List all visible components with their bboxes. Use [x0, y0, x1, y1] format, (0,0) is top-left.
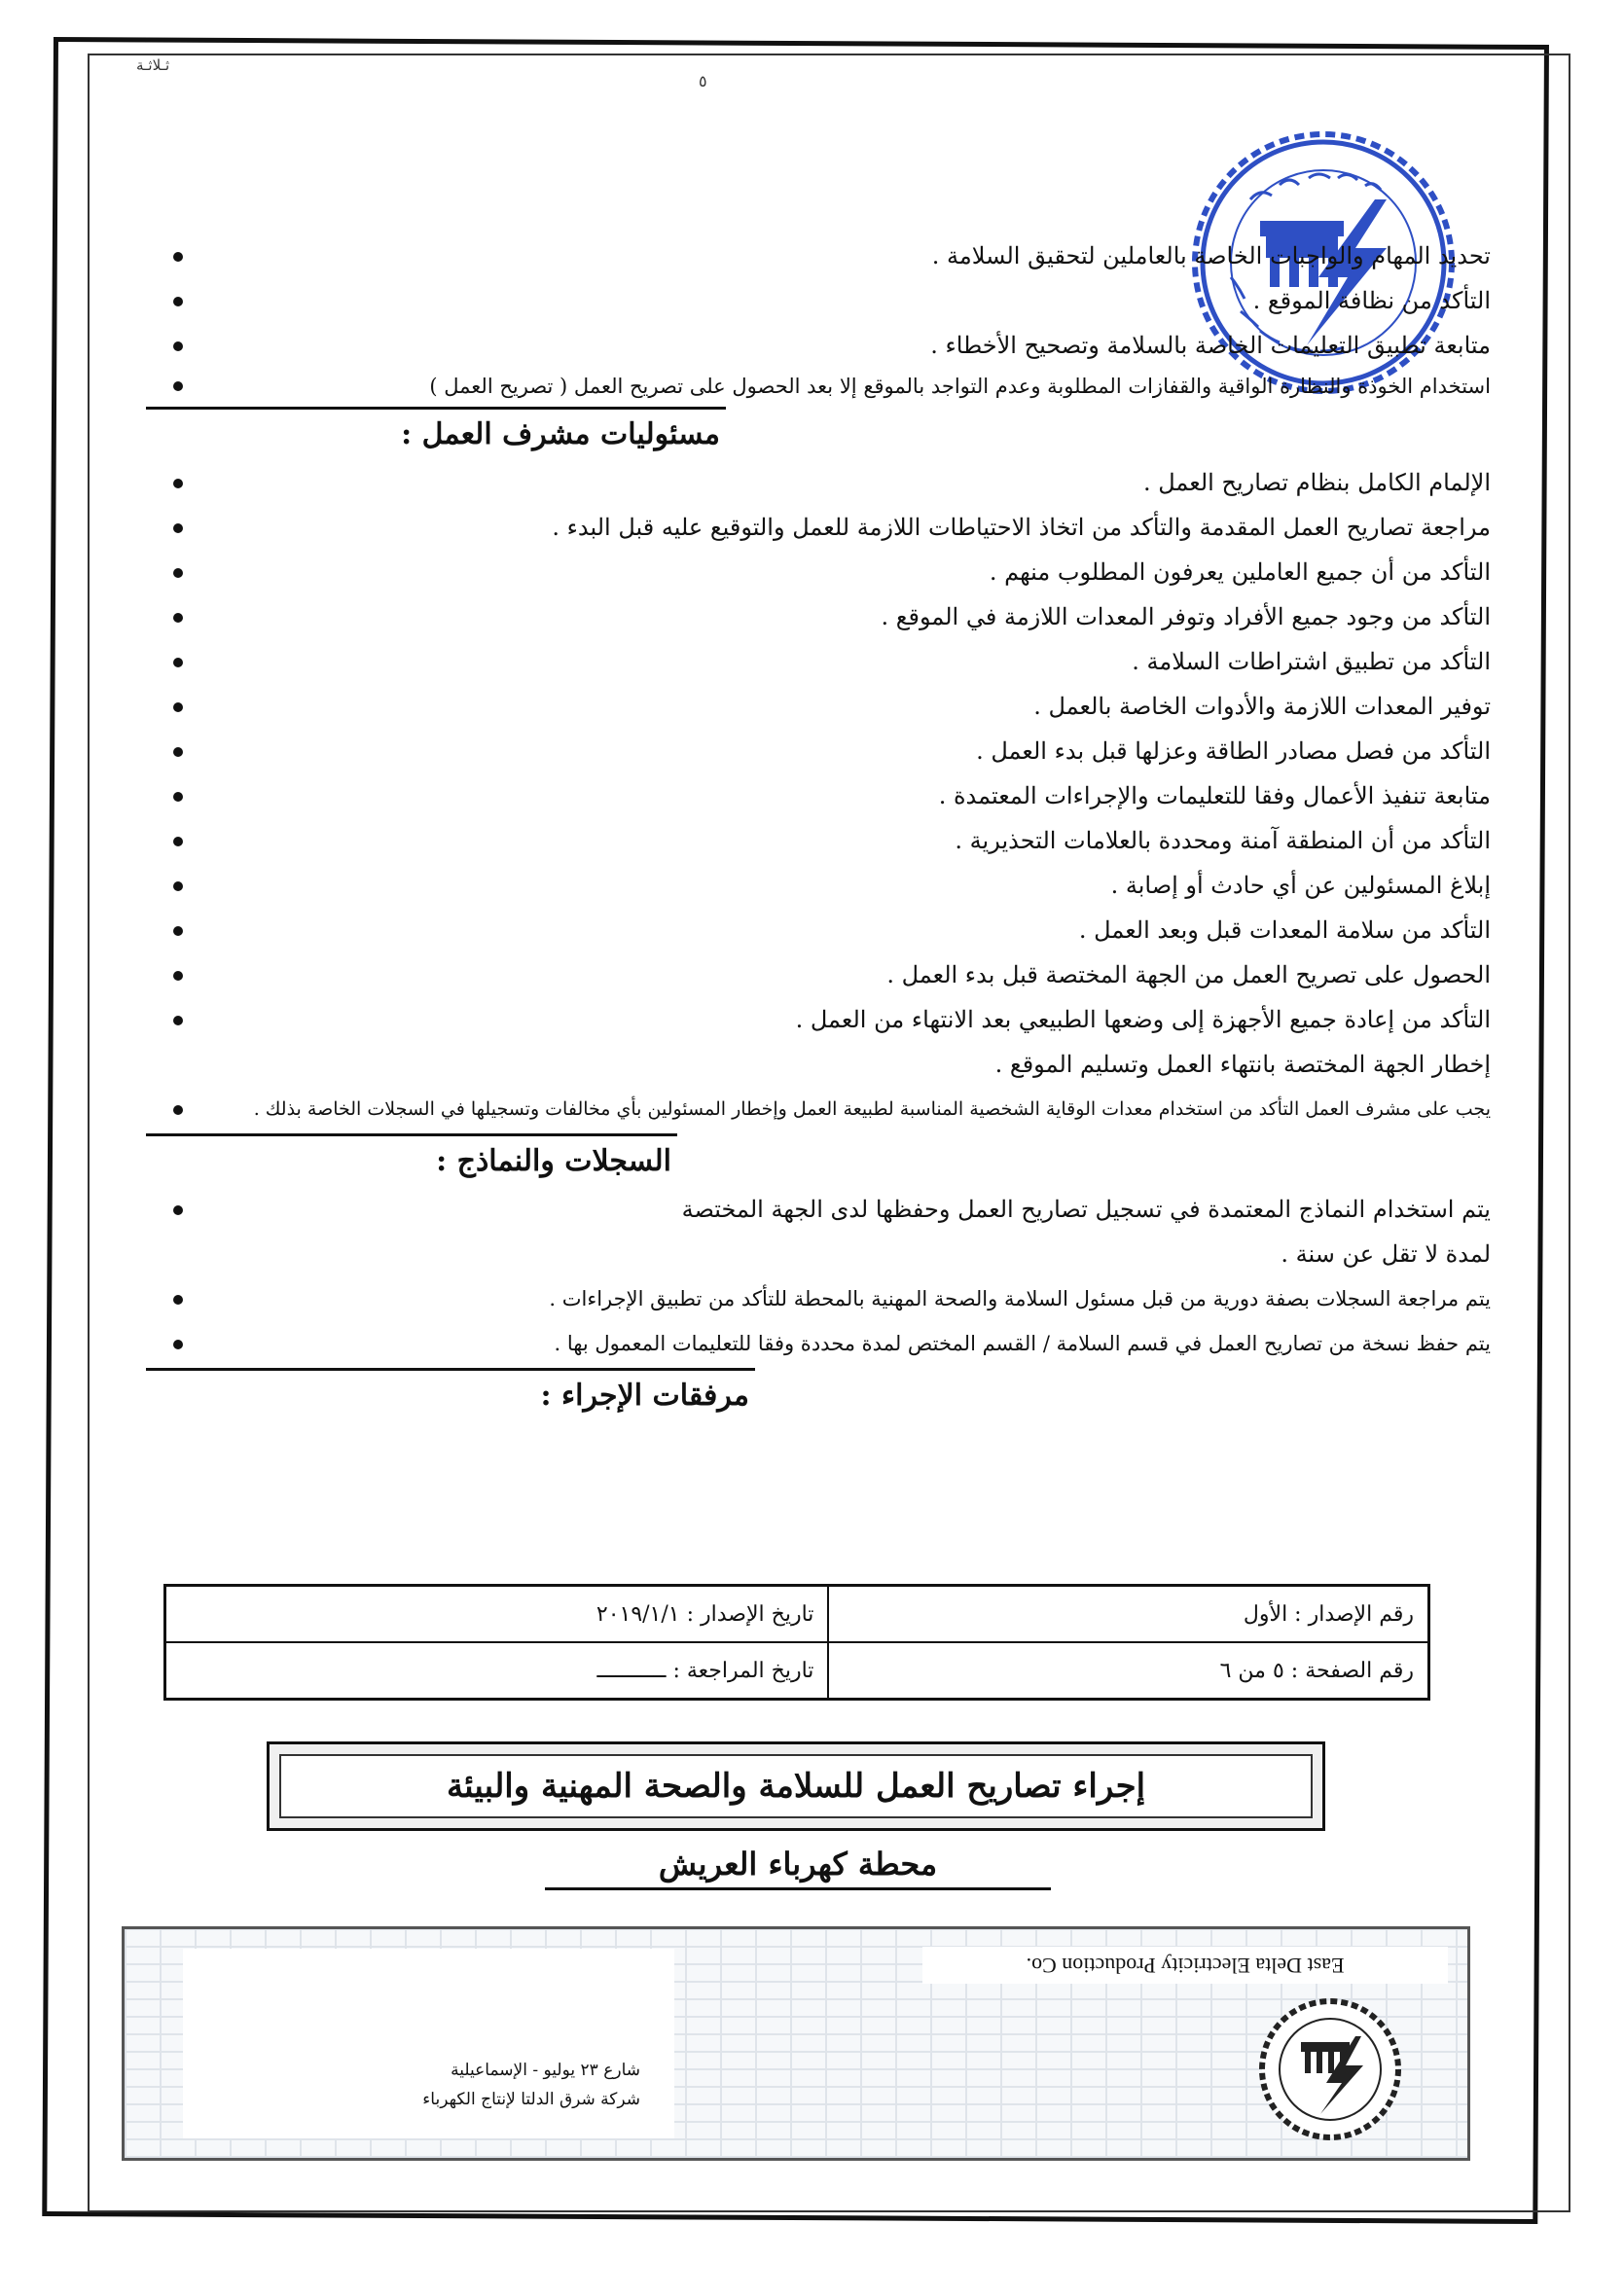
procedure-title: إجراء تصاريح العمل للسلامة والصحة المهنية والبيئة — [279, 1754, 1313, 1818]
bullet-icon — [173, 1205, 183, 1215]
list-item: التأكد من نظافة الموقع . — [146, 278, 1498, 323]
bullet-icon — [173, 837, 183, 846]
table-cell: تاريخ المراجعة : ـــــــــــ — [165, 1642, 829, 1700]
bullet-icon — [173, 747, 183, 757]
bullet-icon — [173, 1340, 183, 1349]
bullet-icon — [173, 792, 183, 802]
document-body — [146, 233, 1498, 1421]
bullet-icon — [173, 926, 183, 936]
bullet-icon — [173, 971, 183, 981]
table-cell: تاريخ الإصدار : ٢٠١٩/١/١ — [165, 1586, 829, 1643]
bullet-icon — [173, 523, 183, 533]
footer-address-line: شركة شرق الدلتا لإنتاج الكهرباء — [422, 2090, 640, 2109]
bullet-icon — [173, 341, 183, 351]
bullet-icon — [173, 881, 183, 891]
station-name: محطة كهرباء العريش — [545, 1841, 1051, 1890]
bullet-icon — [173, 658, 183, 667]
bullet-icon — [173, 297, 183, 306]
table-cell: رقم الإصدار : الأول — [828, 1586, 1428, 1643]
list-item: التأكد من فصل مصادر الطاقة وعزلها قبل بدء العمل . — [146, 729, 1498, 773]
list-item-continuation: إخطار الجهة المختصة بانتهاء العمل وتسليم الموقع . — [994, 1051, 1491, 1078]
footer-logo — [1258, 1997, 1402, 2141]
table-row — [165, 1642, 1429, 1700]
page-footer — [122, 1926, 1470, 2161]
list-item: التأكد من أن المنطقة آمنة ومحددة بالعلامات التحذيرية . — [146, 818, 1498, 863]
bullet-icon — [173, 252, 183, 262]
list-item: إبلاغ المسئولين عن أي حادث أو إصابة . — [146, 863, 1498, 908]
document-info-table — [163, 1584, 1430, 1701]
list-item-continuation: لمدة لا تقل عن سنة . — [1281, 1240, 1491, 1268]
list-item: متابعة تنفيذ الأعمال وفقا للتعليمات والإجراءات المعتمدة . — [146, 773, 1498, 818]
footer-address — [212, 2056, 640, 2114]
list-item: مراجعة تصاريح العمل المقدمة والتأكد من اتخاذ الاحتياطات اللازمة للعمل والتوقيع عليه قبل البدء . — [146, 505, 1498, 550]
bullet-icon — [173, 1105, 183, 1115]
page-corner-mark: ثـلاثـة — [136, 56, 170, 74]
list-item: يتم استخدام النماذج المعتمدة في تسجيل تصاريح العمل وحفظها لدى الجهة المختصة — [146, 1187, 1498, 1232]
list-item: تحديد المهام والواجبات الخاصة بالعاملين لتحقيق السلامة . — [146, 233, 1498, 278]
list-item: التأكد من أن جميع العاملين يعرفون المطلوب منهم . — [146, 550, 1498, 594]
list-item: التأكد من تطبيق اشتراطات السلامة . — [146, 639, 1498, 684]
bullet-icon — [173, 1295, 183, 1305]
bullet-icon — [173, 568, 183, 578]
list-item: التأكد من وجود جميع الأفراد وتوفر المعدات اللازمة في الموقع . — [146, 594, 1498, 639]
bullet-icon — [173, 613, 183, 623]
bullet-icon — [173, 479, 183, 488]
table-row — [165, 1586, 1429, 1643]
section-heading: مسئوليات مشرف العمل : — [146, 407, 726, 460]
list-item: يتم مراجعة السجلات بصفة دورية من قبل مسئول السلامة والصحة المهنية بالمحطة للتأكد من تطبيق الإجراءات . — [146, 1276, 1498, 1321]
bullet-icon — [173, 702, 183, 712]
page-number-mark: ٥ — [699, 72, 707, 90]
section-heading: مرفقات الإجراء : — [146, 1368, 755, 1421]
list-item: توفير المعدات اللازمة والأدوات الخاصة بالعمل . — [146, 684, 1498, 729]
list-item: متابعة تطبيق التعليمات الخاصة بالسلامة وتصحيح الأخطاء . — [146, 323, 1498, 368]
bullet-icon — [173, 381, 183, 391]
list-item: الحصول على تصريح العمل من الجهة المختصة قبل بدء العمل . — [146, 952, 1498, 997]
list-item: استخدام الخوذة والنظارة الواقية والقفازات المطلوبة وعدم التواجد بالموقع إلا بعد الحصول على تصريح العمل ( تصريح العمل ) — [146, 368, 1498, 405]
list-item: يجب على مشرف العمل التأكد من استخدام معدات الوقاية الشخصية المناسبة لطبيعة العمل وإخطار المسئولين بأي مخالفات وتسجيلها في السجلات الخاصة بذلك . — [146, 1087, 1498, 1131]
list-item: يتم حفظ نسخة من تصاريح العمل في قسم السلامة / القسم المختص لمدة محددة وفقا للتعليمات المعمول بها . — [146, 1321, 1498, 1366]
procedure-title-banner — [267, 1741, 1325, 1831]
list-item: التأكد من سلامة المعدات قبل وبعد العمل . — [146, 908, 1498, 952]
list-item: التأكد من إعادة جميع الأجهزة إلى وضعها الطبيعي بعد الانتهاء من العمل . — [146, 997, 1498, 1042]
bullet-icon — [173, 1016, 183, 1025]
section-heading: السجلات والنماذج : — [146, 1133, 677, 1187]
footer-company-name: East Delta Electricity Production Co. — [922, 1947, 1448, 1984]
table-cell: رقم الصفحة : ٥ من ٦ — [828, 1642, 1428, 1700]
footer-address-line: شارع ٢٣ يوليو - الإسماعيلية — [451, 2061, 640, 2080]
list-item: الإلمام الكامل بنظام تصاريح العمل . — [146, 460, 1498, 505]
